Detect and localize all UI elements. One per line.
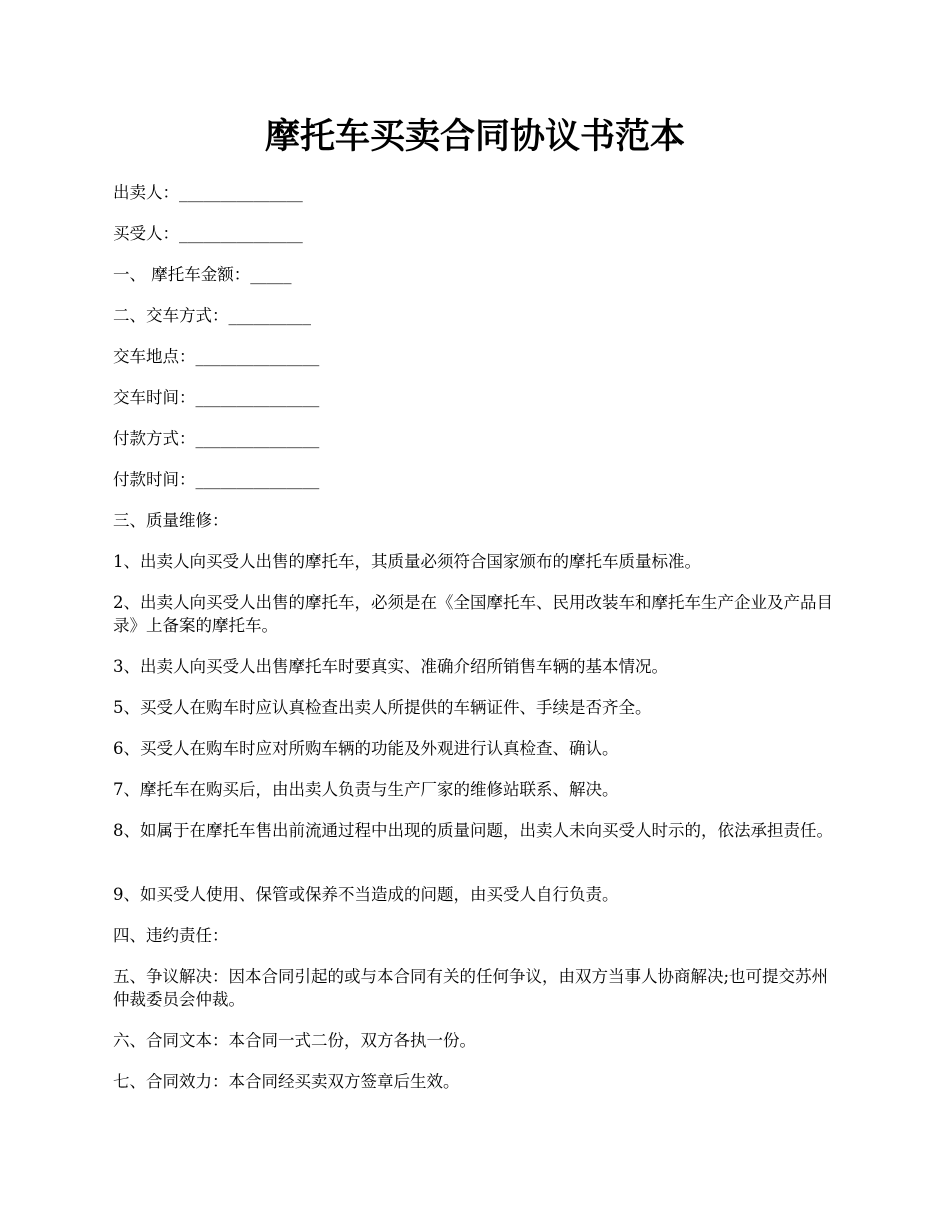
clause-7: 7、摩托车在购买后，由出卖人负责与生产厂家的维修站联系、解决。 xyxy=(113,780,619,799)
seller-field: 出卖人：_______________ xyxy=(113,183,303,202)
clause-1: 1、出卖人向买受人出售的摩托车，其质量必须符合国家颁布的摩托车质量标准。 xyxy=(113,552,701,571)
delivery-place-field: 交车地点：_______________ xyxy=(113,347,320,366)
section-dispute-resolution: 五、争议解决：因本合同引起的或与本合同有关的任何争议，由双方当事人协商解决;也可提交苏州仲裁委员会仲裁。 xyxy=(113,967,829,1009)
clause-9: 9、如买受人使用、保管或保养不当造成的问题，由买受人自行负责。 xyxy=(113,885,619,904)
delivery-method-field: 二、交车方式：__________ xyxy=(113,306,311,325)
payment-time-field: 付款时间：_______________ xyxy=(113,470,320,489)
amount-field: 一、 摩托车金额：_____ xyxy=(113,265,292,284)
clause-5: 5、买受人在购车时应认真检查出卖人所提供的车辆证件、手续是否齐全。 xyxy=(113,698,652,717)
clause-3: 3、出卖人向买受人出售摩托车时要真实、准确介绍所销售车辆的基本情况。 xyxy=(113,657,668,676)
section-contract-copies: 六、合同文本：本合同一式二份，双方各执一份。 xyxy=(113,1031,476,1050)
section-contract-validity: 七、合同效力：本合同经买卖双方签章后生效。 xyxy=(113,1072,460,1091)
clause-6: 6、买受人在购车时应对所购车辆的功能及外观进行认真检查、确认。 xyxy=(113,739,619,758)
clause-8: 8、如属于在摩托车售出前流通过程中出现的质量问题，出卖人未向买受人时示的，依法承担责任。 xyxy=(113,821,833,840)
document-title: 摩托车买卖合同协议书范本 xyxy=(264,116,685,157)
buyer-field: 买受人：_______________ xyxy=(113,224,303,243)
section-heading-quality: 三、质量维修： xyxy=(113,511,229,530)
clause-2: 2、出卖人向买受人出售的摩托车，必须是在《全国摩托车、民用改装车和摩托车生产企业及产品目录》上备案的摩托车。 xyxy=(113,593,833,635)
section-heading-liability: 四、违约责任： xyxy=(113,926,229,945)
delivery-time-field: 交车时间：_______________ xyxy=(113,388,320,407)
payment-method-field: 付款方式：_______________ xyxy=(113,429,320,448)
